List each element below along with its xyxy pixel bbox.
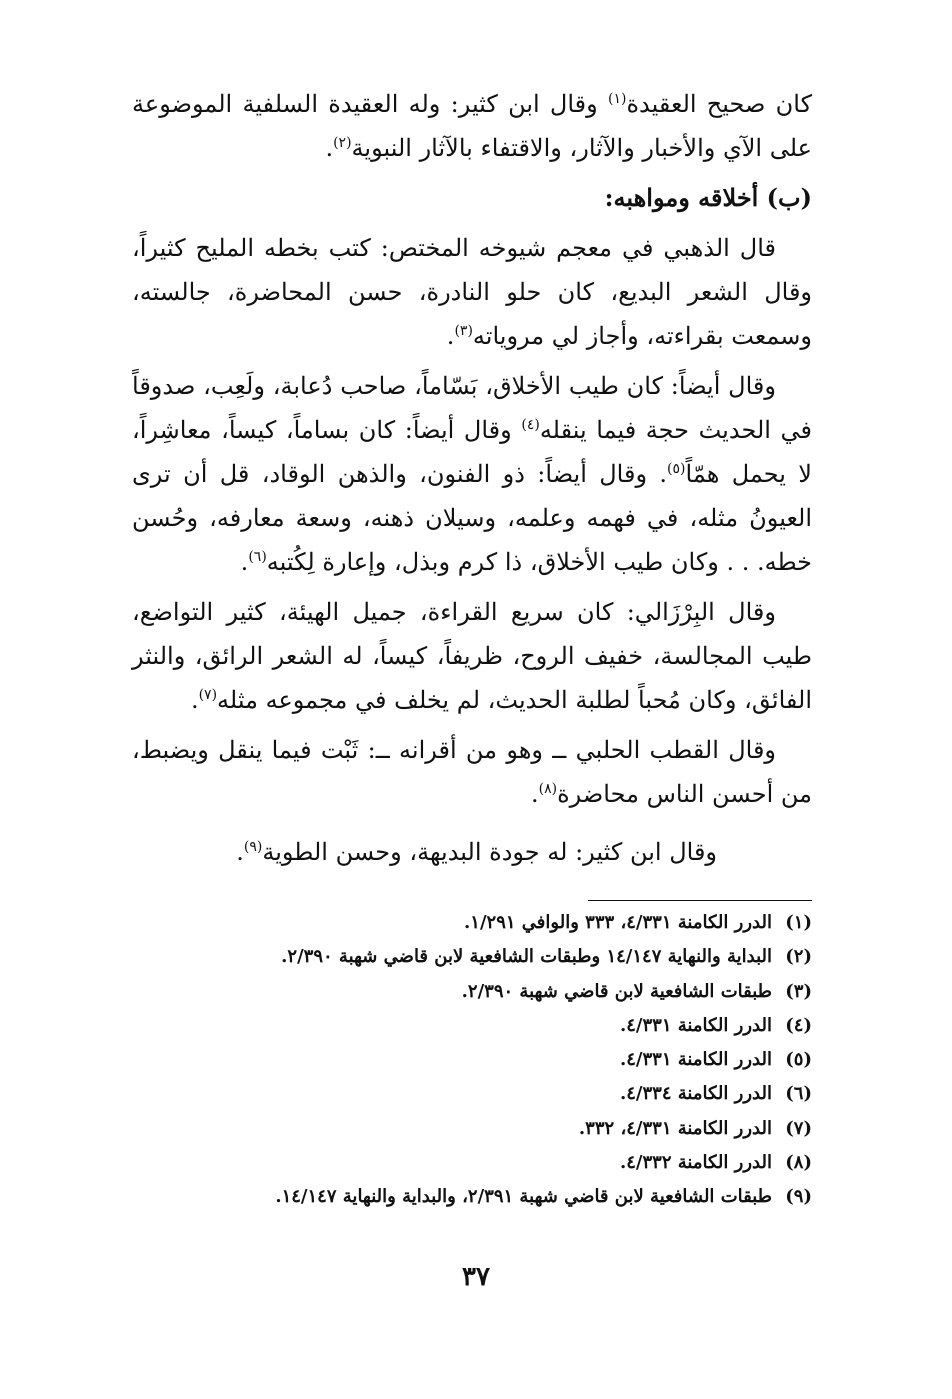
- main-text: [132, 82, 812, 880]
- footnote-number: (٩): [785, 1186, 812, 1208]
- footnotes-list: [132, 906, 812, 1215]
- footnote-text: طبقات الشافعية لابن قاضي شهبة ٢/٣٩١، والبداية والنهاية ١٤/١٤٧.: [275, 1186, 772, 1208]
- footnote-number: (٥): [785, 1049, 812, 1071]
- paragraph-text: وقال ابن كثير: له جودة البديهة، وحسن الطوية: [262, 838, 717, 866]
- footnote-text: طبقات الشافعية لابن قاضي شهبة ٢/٣٩٠.: [461, 980, 772, 1002]
- footnote-text: الدرر الكامنة ٤/٣٣١.: [619, 1049, 772, 1071]
- footnote-item: [132, 1009, 812, 1043]
- paragraph-end: .: [531, 780, 539, 808]
- footnote-number: (٤): [785, 1014, 812, 1036]
- paragraph-ibn-kathir: [132, 830, 812, 874]
- footnote-number: (٦): [785, 1083, 812, 1105]
- paragraph-end: .: [240, 548, 249, 576]
- paragraph-text: وقال القطب الحلبي ــ وهو من أقرانه ــ: ثَبْت فيما ينقل ويضبط، من أحسن الناس محاضرة: [132, 736, 812, 808]
- footnote-ref[interactable]: (٣): [454, 323, 473, 339]
- paragraph-end: .: [325, 134, 334, 162]
- footnote-ref[interactable]: (٧): [198, 687, 218, 703]
- footnote-number: (٧): [785, 1117, 812, 1139]
- footnote-item: [132, 906, 812, 940]
- paragraph-qutb: [132, 728, 812, 816]
- footnote-divider: [588, 900, 812, 901]
- paragraph-dhahabi: [132, 226, 812, 358]
- page-number: ٣٧: [462, 1262, 490, 1292]
- footnote-ref[interactable]: (٨): [538, 781, 558, 797]
- footnote-item: [132, 975, 812, 1009]
- footnote-item: [132, 1180, 812, 1214]
- footnote-item: [132, 1077, 812, 1111]
- footnote-ref[interactable]: (١): [607, 91, 627, 107]
- footnote-number: (٣): [785, 980, 812, 1002]
- footnote-item: [132, 1112, 812, 1146]
- footnote-text: الدرر الكامنة ٤/٣٣٢.: [619, 1152, 772, 1174]
- paragraph-text: قال الذهبي في معجم شيوخه المختص: كتب بخطه المليح كثيراً، وقال الشعر البديع، كان حلو النادرة، حسن المحاضرة، جالسته، وسمعت بقراءته، وأجاز لي مروياته: [132, 234, 812, 350]
- paragraph-text: وقال ابن كثير: وله العقيدة السلفية الموضوعة على الآي والأخبار والآثار، والاقتفاء بالآثار النبوية: [132, 90, 812, 162]
- paragraph-end: .: [446, 322, 455, 350]
- paragraph-end: .: [236, 838, 244, 866]
- section-heading: (ب) أخلاقه ومواهبه:: [604, 183, 812, 212]
- footnote-item: [132, 1043, 812, 1077]
- paragraph-text: كان صحيح العقيدة: [626, 90, 812, 118]
- footnote-ref[interactable]: (٢): [333, 135, 352, 151]
- footnote-text: الدرر الكامنة ٤/٣٣١، ٣٣٢.: [578, 1117, 772, 1139]
- footnote-number: (١): [785, 912, 812, 933]
- footnote-ref[interactable]: (٥): [667, 461, 686, 477]
- paragraph-creed: [132, 82, 812, 170]
- paragraph-text: وقال أيضاً: كان بساماً، كيساً، معاشِراً، لا يحمل همّاً: [132, 416, 812, 488]
- footnote-text: البداية والنهاية ١٤/١٤٧ وطبقات الشافعية لابن قاضي شهبة ٢/٣٩٠.: [281, 946, 772, 968]
- paragraph-end: .: [190, 686, 199, 714]
- footnote-number: (٨): [785, 1152, 812, 1174]
- paragraph-text: وقال البِرْزَالي: كان سريع القراءة، جميل الهيئة، كثير التواضع، طيب المجالسة، خفيف الروح، ظريفاً، كيساً، له الشعر الرائق، والنثر الفائق، وكان مُحباً لطلبة الحديث، لم يخلف في مجموعه مثله: [132, 598, 812, 714]
- footnote-item: [132, 1146, 812, 1180]
- footnote-ref[interactable]: (٦): [248, 549, 267, 565]
- paragraph-dhahabi-more: [132, 364, 812, 584]
- footnote-ref[interactable]: (٩): [243, 839, 263, 855]
- footnote-item: [132, 940, 812, 974]
- footnote-text: الدرر الكامنة ٤/٣٣١.: [619, 1014, 772, 1036]
- paragraph-text: وقال أيضاً: كان طيب الأخلاق، بَسّاماً، صاحب دُعابة، ولَعِب، صدوقاً في الحديث حجة فيما ينقله: [132, 372, 812, 444]
- paragraph-text: . وقال أيضاً: ذو الفنون، والذهن الوقاد، قل أن ترى العيونُ مثله، في فهمه وعلمه، وسيلان ذهنه، وسعة معارفه، وحُسن خطه. . . وكان طيب الأخلاق، ذا كرم وبذل، وإعارة لِكُتبه: [132, 460, 812, 576]
- footnote-text: الدرر الكامنة ٤/٣٣١، ٣٣٣ والوافي ١/٢٩١.: [464, 912, 772, 933]
- footnote-number: (٢): [785, 946, 812, 968]
- paragraph-birzali: [132, 590, 812, 722]
- footnote-ref[interactable]: (٤): [521, 417, 540, 433]
- footnote-text: الدرر الكامنة ٤/٣٣٤.: [619, 1083, 772, 1105]
